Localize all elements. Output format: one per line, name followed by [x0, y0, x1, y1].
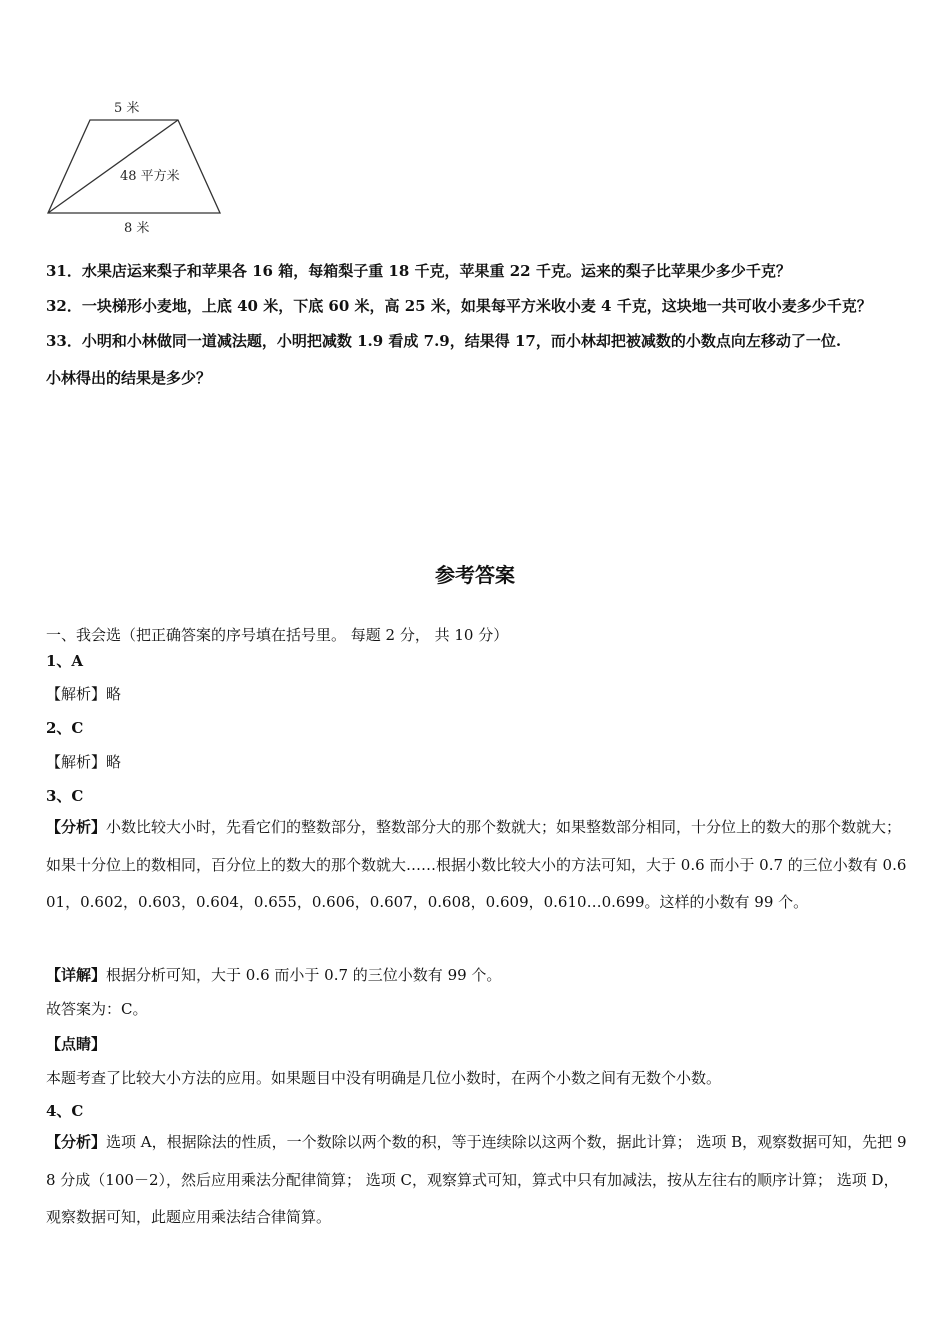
- answer-3-comment: 本题考查了比较大小方法的应用。如果题目中没有明确是几位小数时，在两个小数之间有无数个小数。: [46, 1069, 722, 1087]
- analysis-text: 选项 A，根据除法的性质，一个数除以两个数的积，等于连续除以这两个数，据此计算； 选项 B，观察数据可知，先把 98 分成（100－2），然后应用乘法分配律简算； 选项 C，观察算式可知，算式中只有加减法，按从左往右的顺序计算； 选项 D，观察数据可知，此题应用乘法结合律简算。: [46, 1133, 907, 1226]
- answer-1-analysis: 【解析】略: [46, 685, 122, 703]
- bottom-base-label: 8 米: [124, 221, 150, 236]
- question-33-line2: 小林得出的结果是多少？: [46, 369, 212, 387]
- answer-2-analysis: 【解析】略: [46, 753, 122, 771]
- answer-3-detail: [46, 964, 501, 985]
- answer-3-analysis: [46, 809, 908, 922]
- section-heading: 一、我会选（把正确答案的序号填在括号里。 每题 2 分， 共 10 分）: [46, 626, 509, 644]
- detail-tag: 【详解】: [46, 966, 107, 984]
- answer-1: 1、A: [46, 652, 84, 670]
- analysis-tag: 【分析】: [46, 1133, 107, 1151]
- question-31: 31．水果店运来梨子和苹果各 16 箱，每箱梨子重 18 千克，苹果重 22 千克。运来的梨子比苹果少多少千克？: [46, 262, 791, 280]
- trapezoid-shape: [48, 120, 220, 213]
- question-33-line1: 33．小明和小林做同一道减法题，小明把减数 1.9 看成 7.9，结果得 17，而小林却把被减数的小数点向左移动了一位.: [46, 332, 842, 350]
- answer-4-analysis: [46, 1124, 908, 1237]
- answer-2: 2、C: [46, 719, 84, 737]
- analysis-tag: 【分析】: [46, 818, 107, 836]
- answers-title: 参考答案: [435, 563, 515, 587]
- answer-4: 4、C: [46, 1102, 84, 1120]
- analysis-text: 小数比较大小时，先看它们的整数部分，整数部分大的那个数就大；如果整数部分相同，十分位上的数大的那个数就大；如果十分位上的数相同，百分位上的数大的那个数就大……根据小数比较大小的方法可知，大于 0.6 而小于 0.7 的三位小数有 0.601，0.602，0.603，0.604，0.655，0.606，0.607，0.608，0.609，0.610…0.699。这样的小数有 99 个。: [46, 818, 907, 911]
- trapezoid-diagram: [40, 92, 240, 242]
- question-32: 32．一块梯形小麦地，上底 40 米，下底 60 米，高 25 米，如果每平方米收小麦 4 千克，这块地一共可收小麦多少千克？: [46, 297, 872, 315]
- detail-text: 根据分析可知，大于 0.6 而小于 0.7 的三位小数有 99 个。: [106, 966, 502, 984]
- trapezoid-figure: [40, 92, 240, 242]
- answer-3-conclusion: 故答案为：C。: [46, 1000, 148, 1018]
- area-label: 48 平方米: [120, 169, 180, 184]
- answer-3: 3、C: [46, 787, 84, 805]
- trapezoid-diagonal: [48, 120, 178, 213]
- top-base-label: 5 米: [114, 101, 140, 116]
- answer-3-comment-tag: 【点睛】: [46, 1035, 107, 1053]
